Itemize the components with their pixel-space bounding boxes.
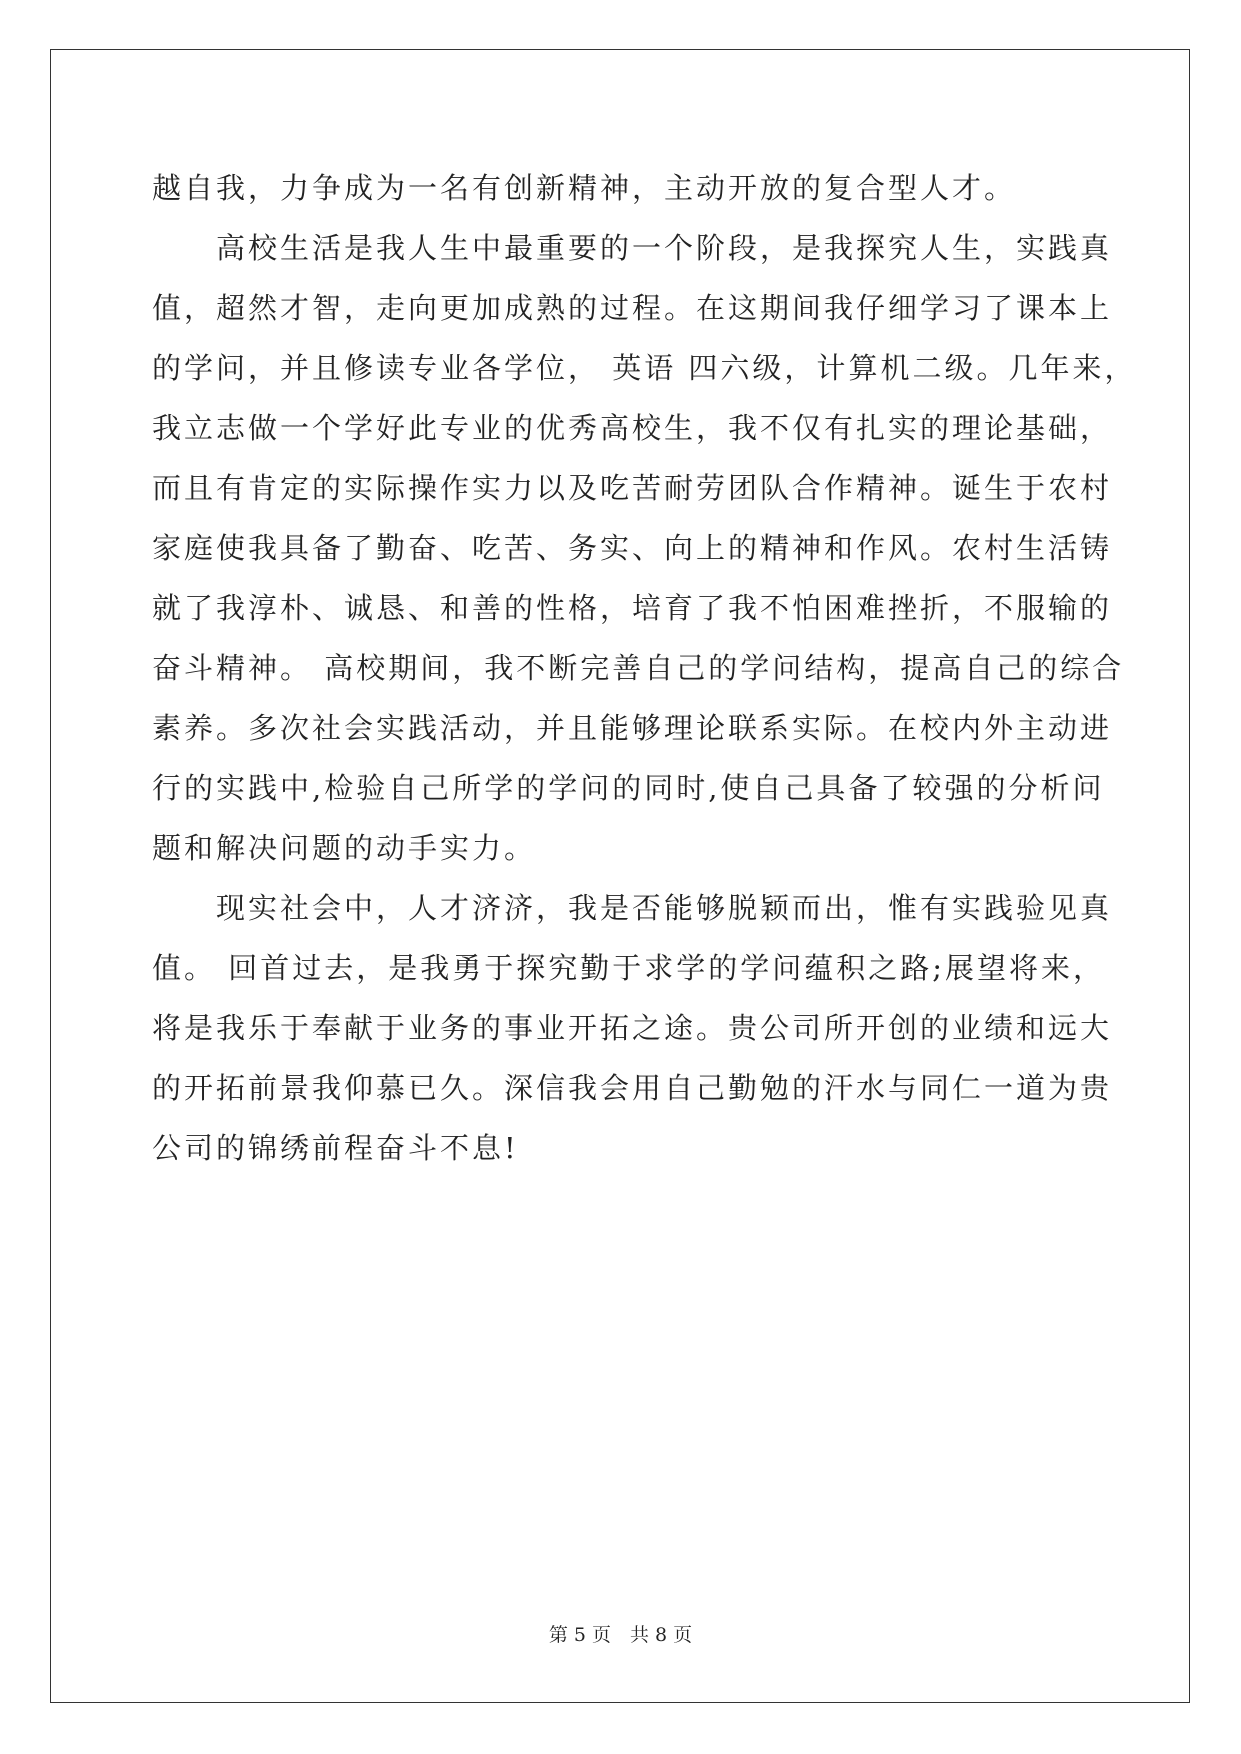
paragraph-line: 公司的锦绣前程奋斗不息! — [152, 1131, 519, 1165]
paragraph-line: 越自我，力争成为一名有创新精神，主动开放的复合型人才。 — [152, 171, 1017, 205]
paragraph-line: 题和解决问题的动手实力。 — [152, 831, 537, 865]
paragraph-line: 我立志做一个学好此专业的优秀高校生，我不仅有扎实的理论基础， — [152, 411, 1113, 445]
paragraph-line: 现实社会中，人才济济，我是否能够脱颖而出，惟有实践验见真 — [216, 891, 1113, 925]
page-number-footer: 第 5 页 共 8 页 — [548, 1624, 693, 1646]
paragraph-line: 素养。多次社会实践活动，并且能够理论联系实际。在校内外主动进 — [152, 711, 1113, 745]
paragraph-line: 家庭使我具备了勤奋、吃苦、务实、向上的精神和作风。农村生活铸 — [152, 531, 1113, 565]
paragraph-line: 就了我淳朴、诚恳、和善的性格，培育了我不怕困难挫折，不服输的 — [152, 591, 1113, 625]
paragraph-line: 奋斗精神。 高校期间，我不断完善自己的学问结构，提高自己的综合 — [152, 651, 1125, 685]
document-body — [152, 158, 1137, 1178]
paragraph-line: 值。 回首过去，是我勇于探究勤于求学的学问蕴积之路;展望将来， — [152, 951, 1105, 985]
paragraph-line: 高校生活是我人生中最重要的一个阶段，是我探究人生，实践真 — [216, 231, 1113, 265]
paragraph-line: 而且有肯定的实际操作实力以及吃苦耐劳团队合作精神。诞生于农村 — [152, 471, 1113, 505]
paragraph-line: 行的实践中,检验自己所学的学问的同时,使自己具备了较强的分析问 — [152, 771, 1105, 805]
paragraph-line: 将是我乐于奉献于业务的事业开拓之途。贵公司所开创的业绩和远大 — [152, 1011, 1113, 1045]
paragraph-line: 的学问，并且修读专业各学位， 英语 四六级，计算机二级。几年来， — [152, 351, 1137, 385]
paragraph-line: 值，超然才智，走向更加成熟的过程。在这期间我仔细学习了课本上 — [152, 291, 1113, 325]
paragraph-line: 的开拓前景我仰慕已久。深信我会用自己勤勉的汗水与同仁一道为贵 — [152, 1071, 1113, 1105]
